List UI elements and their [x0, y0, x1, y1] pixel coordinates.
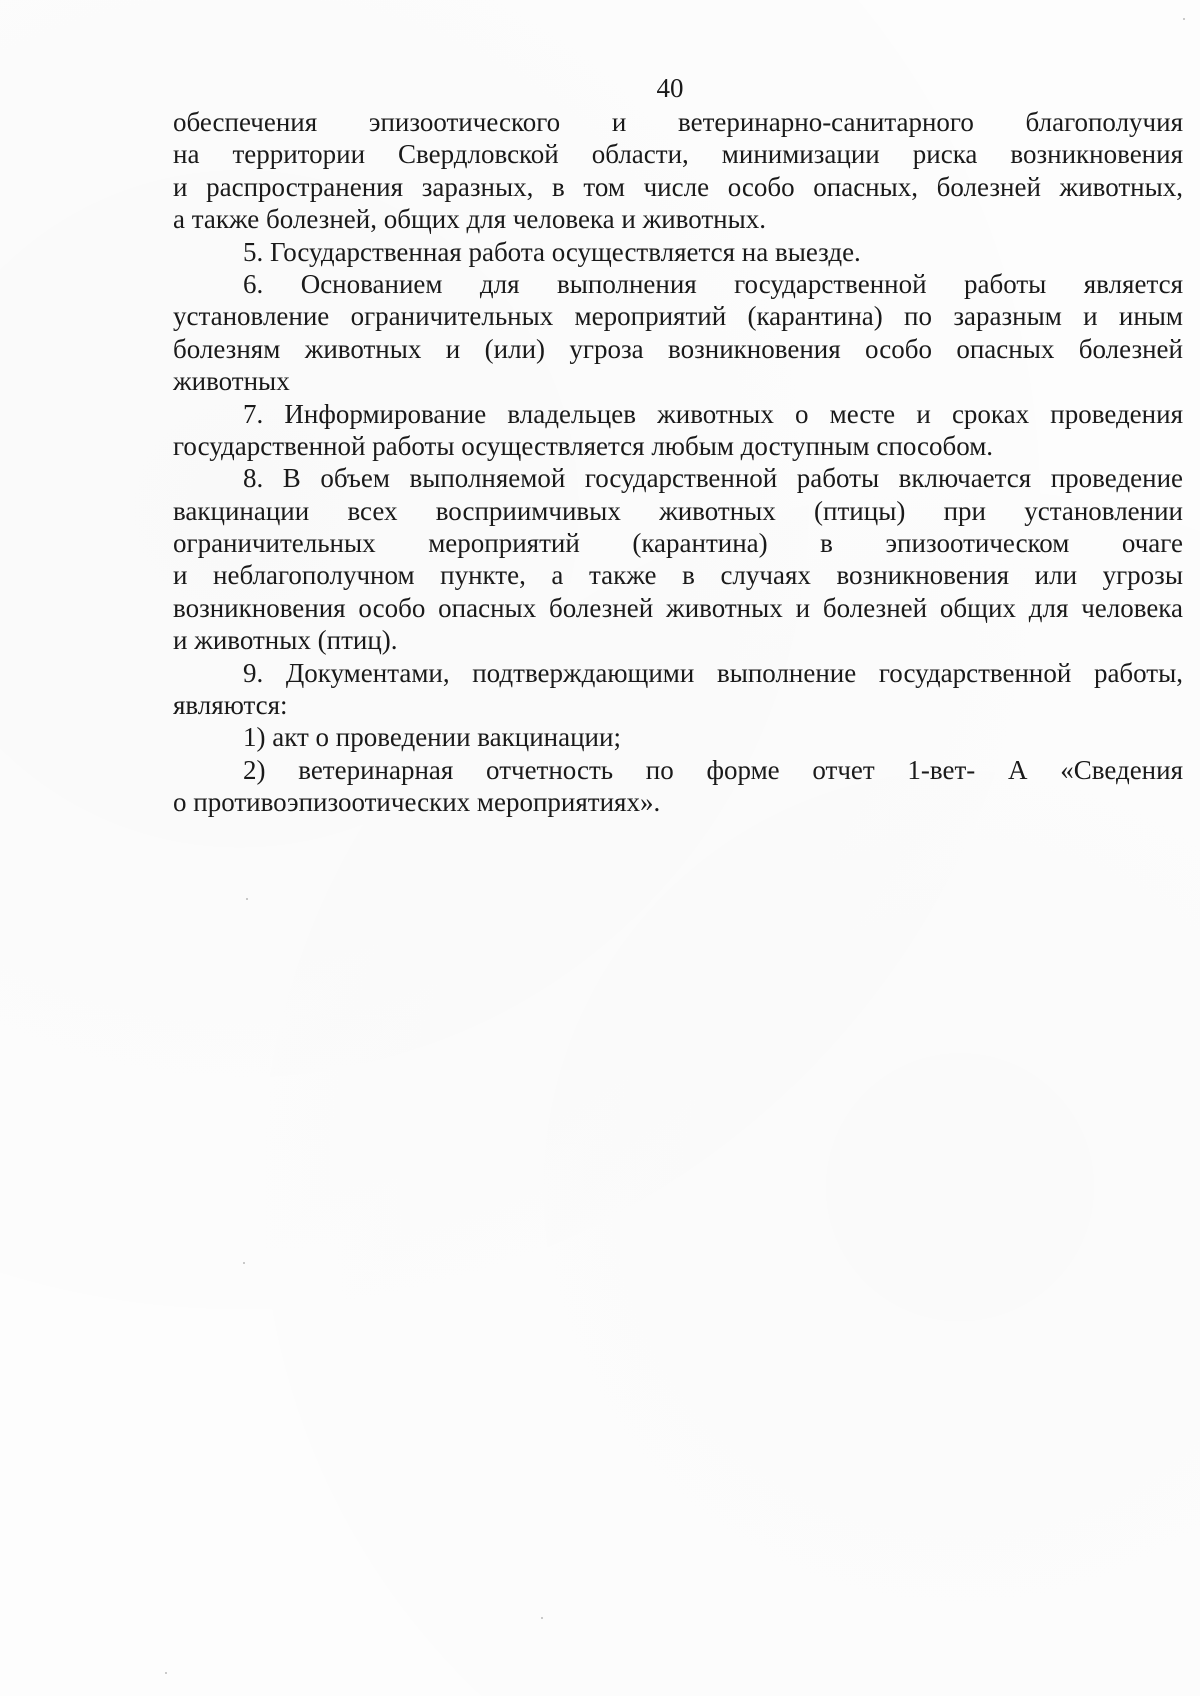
text-line: болезням животных и (или) угроза возникновения особо опасных болезней [173, 333, 1183, 364]
list-item-1: 1) акт о проведении вакцинации; [243, 722, 621, 753]
scan-speck [541, 1617, 543, 1619]
list-item-2: 2) ветеринарная отчетность по форме отчет 1-вет- А «Сведения [243, 754, 1183, 785]
paragraph-6: 6. Основанием для выполнения государственной работы является [243, 268, 1183, 299]
text-line: и распространения заразных, в том числе особо опасных, болезней животных, [173, 171, 1183, 202]
text-line: вакцинации всех восприимчивых животных (птицы) при установлении [173, 495, 1183, 526]
page-number: 40 [656, 73, 684, 103]
document-body [173, 106, 1183, 819]
text-line: являются: [173, 690, 288, 721]
paragraph-5: 5. Государственная работа осуществляется на выезде. [243, 236, 861, 267]
scan-speck [246, 898, 248, 900]
paragraph-7: 7. Информирование владельцев животных о месте и сроках проведения [243, 398, 1183, 429]
text-line: установление ограничительных мероприятий (карантина) по заразным и иным [173, 301, 1183, 332]
text-line: ограничительных мероприятий (карантина) в эпизоотическом очаге [173, 528, 1183, 559]
scan-speck [243, 1262, 245, 1264]
paragraph-9: 9. Документами, подтверждающими выполнение государственной работы, [243, 657, 1183, 688]
text-line: государственной работы осуществляется любым доступным способом. [173, 430, 994, 461]
text-line: и неблагополучном пункте, а также в случаях возникновения или угрозы [173, 560, 1183, 591]
scan-speck [165, 1672, 167, 1674]
text-line: возникновения особо опасных болезней животных и болезней общих для человека [173, 592, 1183, 623]
text-line: о противоэпизоотических мероприятиях». [173, 787, 661, 818]
text-line: животных [173, 366, 290, 397]
text-line: и животных (птиц). [173, 625, 398, 656]
text-line: обеспечения эпизоотического и ветеринарно-санитарного благополучия [173, 107, 1183, 137]
paragraph-8: 8. В объем выполняемой государственной работы включается проведение [243, 463, 1183, 494]
scan-speck [1183, 18, 1185, 20]
text-line: на территории Свердловской области, минимизации риска возникновения [173, 139, 1183, 170]
text-line: а также болезней, общих для человека и животных. [173, 204, 767, 235]
